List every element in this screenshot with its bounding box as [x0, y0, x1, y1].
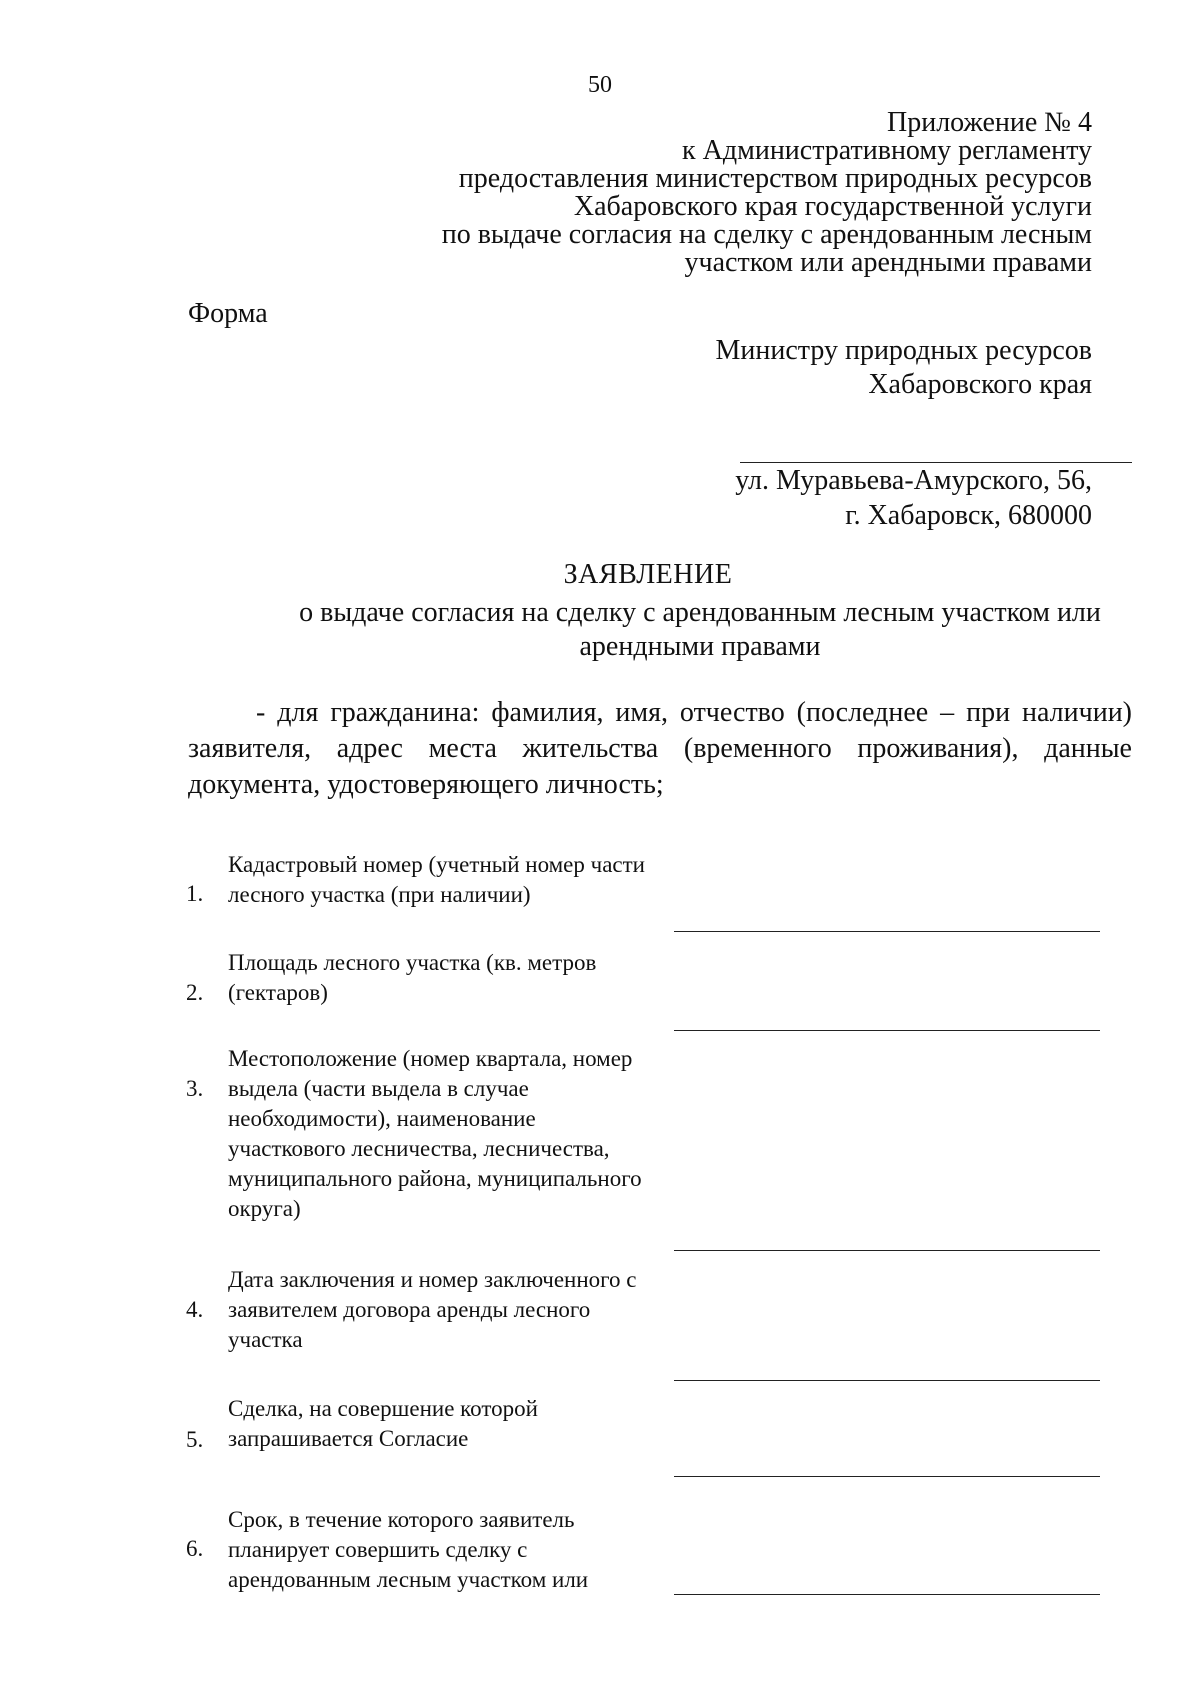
item-label-line: участкового лесничества, лесничества,	[228, 1136, 610, 1161]
item-label-line: Дата заключения и номер заключенного с	[228, 1267, 637, 1292]
item-label	[228, 1044, 688, 1224]
item-label-line: Срок, в течение которого заявитель	[228, 1507, 575, 1532]
item-label-line: выдела (части выдела в случае	[228, 1076, 529, 1101]
appendix-line: к Административному регламенту	[682, 135, 1092, 166]
item-label-line: необходимости), наименование	[228, 1106, 536, 1131]
item-label-line: Местоположение (номер квартала, номер	[228, 1046, 633, 1071]
ministry-address	[735, 463, 1092, 533]
appendix-line: Хабаровского края государственной услуги	[573, 191, 1092, 222]
addressee-line: Хабаровского края	[868, 369, 1092, 400]
item-label-line: округа)	[228, 1196, 301, 1221]
item-label-line: Сделка, на совершение которой	[228, 1396, 538, 1421]
item-number: 5.	[186, 1427, 204, 1452]
appendix-line: Приложение № 4	[887, 107, 1092, 138]
item-answer-line[interactable]	[674, 1594, 1100, 1595]
item-label	[228, 1265, 688, 1355]
citizen-line: - для гражданина: фамилия, имя, отчество (последнее – при наличии)	[256, 697, 1132, 728]
appendix-header	[372, 109, 1092, 277]
item-label-line: лесного участка (при наличии)	[228, 882, 531, 907]
item-label	[228, 850, 688, 910]
citizen-line: заявителя, адрес места жительства (временного проживания), данные	[188, 733, 1132, 764]
item-answer-line[interactable]	[674, 1250, 1100, 1251]
form-label: Форма	[188, 298, 268, 329]
item-label-line: Площадь лесного участка (кв. метров	[228, 950, 597, 975]
item-label-line: Кадастровый номер (учетный номер части	[228, 852, 645, 877]
item-number: 2.	[186, 980, 204, 1005]
citizen-instructions	[188, 695, 1132, 803]
subtitle-line: о выдаче согласия на сделку с арендованным лесным участком или	[299, 597, 1101, 628]
item-number: 6.	[186, 1536, 204, 1561]
appendix-line: предоставления министерством природных ресурсов	[458, 163, 1092, 194]
citizen-line: документа, удостоверяющего личность;	[188, 769, 664, 800]
addressee-line: Министру природных ресурсов	[715, 335, 1092, 366]
item-label-line: муниципального района, муниципального	[228, 1166, 642, 1191]
document-subtitle	[240, 596, 1160, 664]
item-label	[228, 1394, 688, 1454]
item-answer-line[interactable]	[674, 1380, 1100, 1381]
item-label-line: планирует совершить сделку с	[228, 1537, 528, 1562]
item-label-line: заявителем договора аренды лесного	[228, 1297, 591, 1322]
item-label	[228, 1505, 688, 1595]
item-label-line: (гектаров)	[228, 980, 328, 1005]
subtitle-line: арендными правами	[579, 631, 821, 662]
item-number: 4.	[186, 1297, 204, 1322]
appendix-line: участком или арендными правами	[684, 247, 1092, 278]
item-number: 1.	[186, 881, 204, 906]
item-answer-line[interactable]	[674, 931, 1100, 932]
item-answer-line[interactable]	[674, 1476, 1100, 1477]
item-label	[228, 948, 688, 1008]
document-title: ЗАЯВЛЕНИЕ	[563, 559, 733, 590]
address-line: ул. Муравьева-Амурского, 56,	[735, 465, 1092, 496]
item-answer-line[interactable]	[674, 1030, 1100, 1031]
address-line: г. Хабаровск, 680000	[845, 500, 1092, 531]
item-label-line: участка	[228, 1327, 303, 1352]
item-label-line: запрашивается Согласие	[228, 1426, 469, 1451]
page-number: 50	[588, 72, 612, 98]
item-label-line: арендованным лесным участком или	[228, 1567, 589, 1592]
addressee	[715, 334, 1092, 402]
item-number: 3.	[186, 1076, 204, 1101]
appendix-line: по выдаче согласия на сделку с арендованным лесным	[441, 219, 1092, 250]
